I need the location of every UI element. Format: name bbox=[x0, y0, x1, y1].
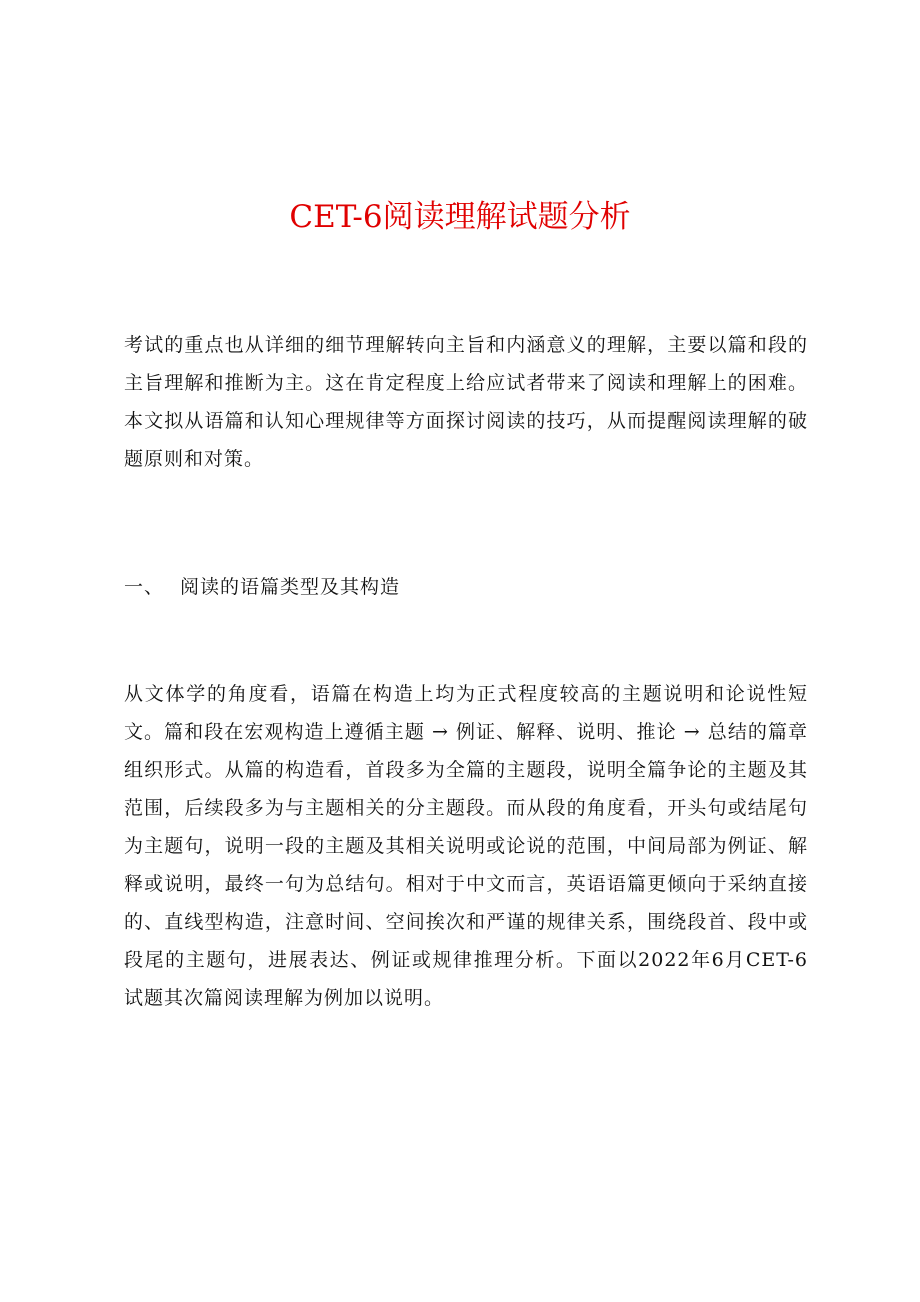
section-paragraph: 从文体学的角度看，语篇在构造上均为正式程度较高的主题说明和论说性短文。篇和段在宏观构造上遵循主题 → 例证、解释、说明、推论 → 总结的篇章组织形式。从篇的构造看，首段多为全篇的主题段，说明全篇争论的主题及其范围，后续段多为与主题相关的分主题段。而从段的角度看，开头句或结尾句为主题句，说明一段的主题及其相关说明或论说的范围，中间局部为例证、解释或说明，最终一句为总结句。相对于中文而言，英语语篇更倾向于采纳直接的、直线型构造，注意时间、空间挨次和严谨的规律关系，围绕段首、段中或段尾的主题句，进展表达、例证或规律推理分析。下面以2022年6月CET-6试题其次篇阅读理解为例加以说明。 bbox=[124, 683, 808, 1009]
document-title: CET-6阅读理解试题分析 bbox=[289, 199, 631, 235]
section-number: 一、 bbox=[124, 576, 165, 598]
section-heading bbox=[124, 568, 400, 606]
intro-paragraph: 考试的重点也从详细的细节理解转向主旨和内涵意义的理解，主要以篇和段的主旨理解和推断为主。这在肯定程度上给应试者带来了阅读和理解上的困难。本文拟从语篇和认知心理规律等方面探讨阅读的技巧，从而提醒阅读理解的破题原则和对策。 bbox=[124, 334, 808, 470]
section-heading-text: 阅读的语篇类型及其构造 bbox=[180, 576, 401, 598]
